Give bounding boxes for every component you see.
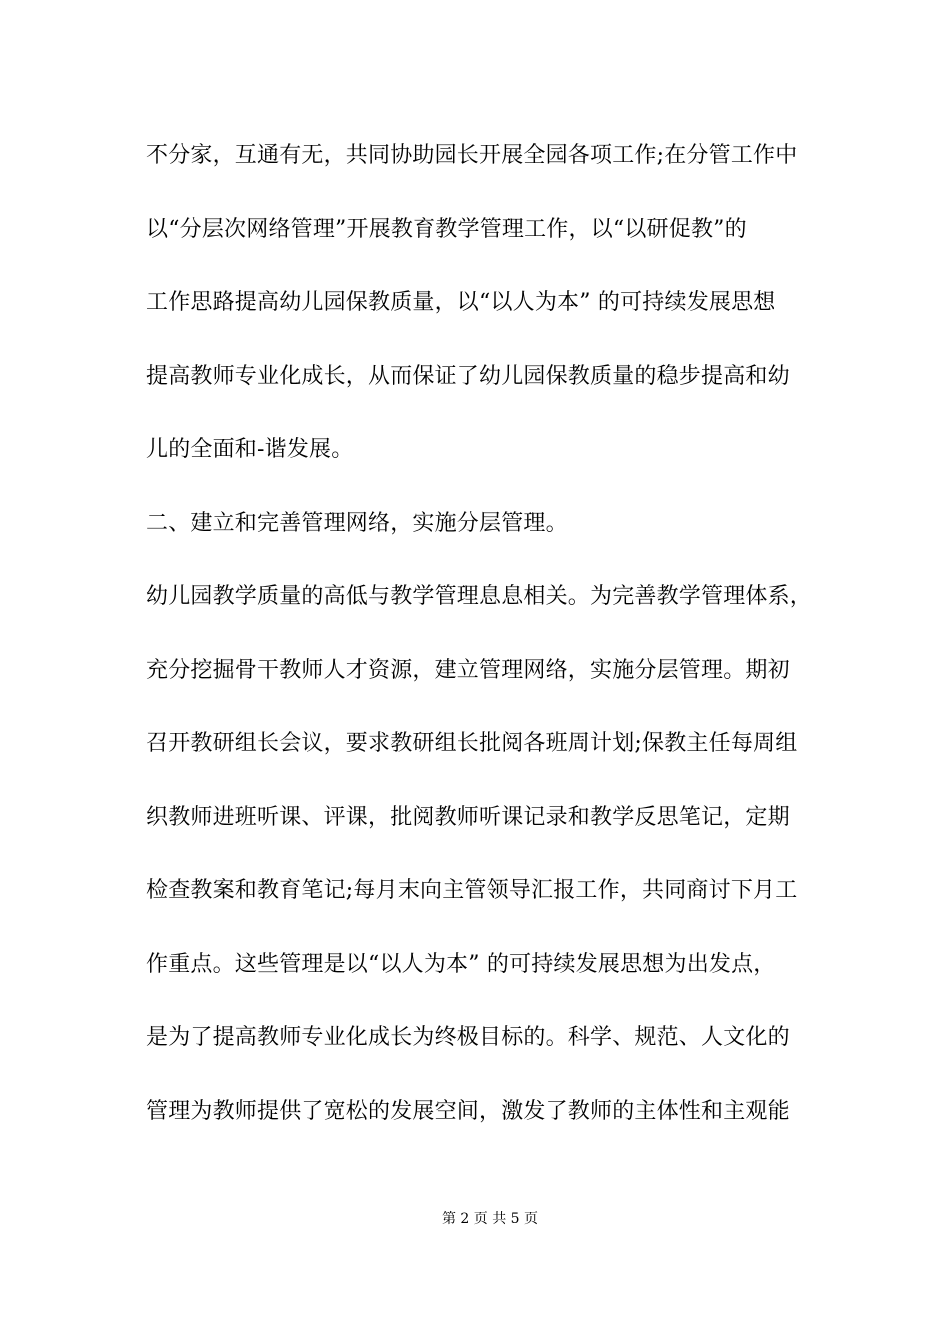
text-line: 不分家，互通有无，共同协助园长开展全园各项工作;在分管工作中 — [146, 143, 798, 168]
text-line: 织教师进班听课、评课，批阅教师听课记录和教学反思笔记，定期 — [146, 804, 790, 830]
text-line: 幼儿园教学质量的高低与教学管理息息相关。为完善教学管理体系， — [146, 584, 813, 609]
page-number-footer: 第 2 页 共 5 页 — [441, 1211, 539, 1227]
text-line: 召开教研组长会议，要求教研组长批阅各班周计划;保教主任每周组 — [146, 731, 798, 756]
text-line: 提高教师专业化成长，从而保证了幼儿园保教质量的稳步提高和幼 — [146, 363, 790, 389]
text-line: 以“分层次网络管理”开展教育教学管理工作，以“以研促教”的 — [146, 216, 747, 242]
section-heading: 二、建立和完善管理网络，实施分层管理。 — [146, 510, 568, 536]
text-line: 作重点。这些管理是以“以人为本” 的可持续发展思想为出发点， — [146, 951, 776, 977]
text-line: 工作思路提高幼儿园保教质量，以“以人为本” 的可持续发展思想 — [146, 290, 776, 315]
text-line: 充分挖掘骨干教师人才资源，建立管理网络，实施分层管理。期初 — [146, 657, 790, 683]
text-line: 是为了提高教师专业化成长为终极目标的。科学、规范、人文化的 — [146, 1025, 790, 1050]
text-line: 管理为教师提供了宽松的发展空间，激发了教师的主体性和主观能 — [146, 1098, 790, 1124]
body-text — [146, 136, 826, 1165]
text-line: 儿的全面和-谐发展。 — [146, 437, 354, 462]
text-line: 检查教案和教育笔记;每月末向主管领导汇报工作，共同商讨下月工 — [146, 878, 798, 903]
